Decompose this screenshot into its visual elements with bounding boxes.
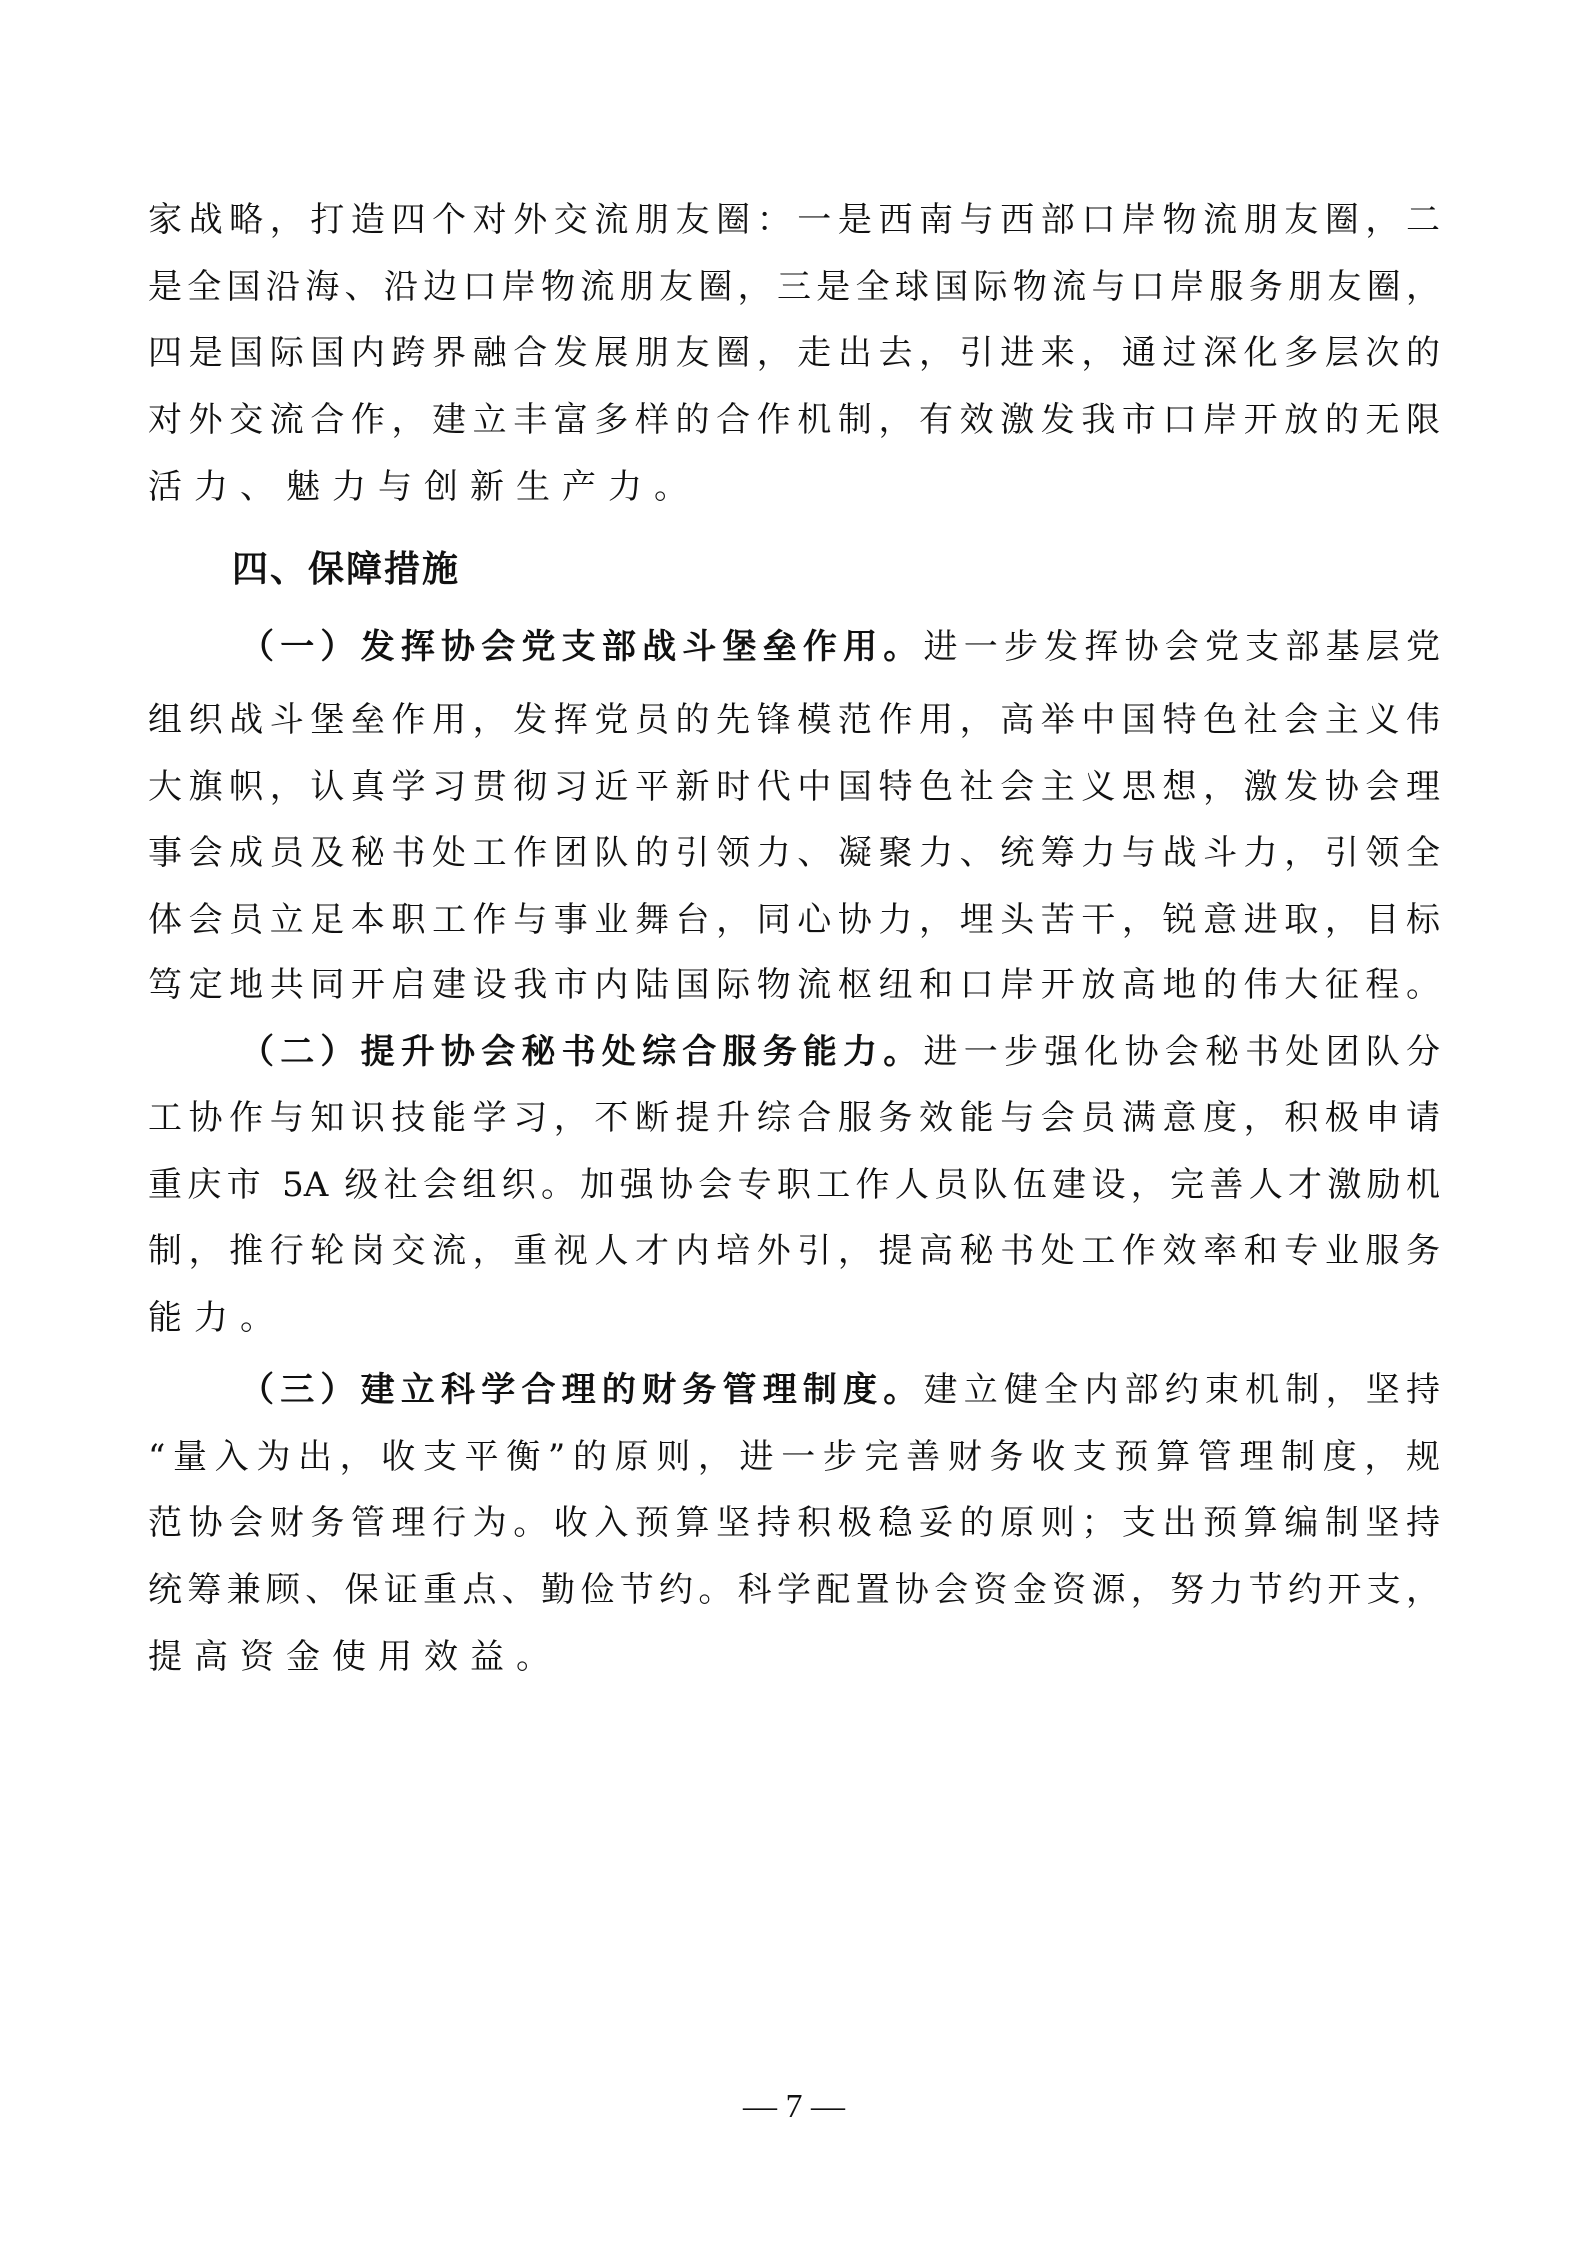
- paragraph-line: 提高资金使用效益。: [148, 1637, 562, 1677]
- page-number: — 7 —: [743, 2088, 845, 2125]
- paragraph-line: 四是国际国内跨界融合发展朋友圈，走出去，引进来，通过深化多层次的: [148, 333, 1440, 373]
- paragraph-line: 事会成员及秘书处工作团队的引领力、凝聚力、统筹力与战斗力，引领全: [148, 833, 1440, 873]
- item-text: 进一步发挥协会党支部基层党: [923, 627, 1441, 667]
- paragraph-line: 大旗帜，认真学习贯彻习近平新时代中国特色社会主义思想，激发协会理: [148, 767, 1440, 807]
- paragraph-line: 重庆市 5A 级社会组织。加强协会专职工作人员队伍建设，完善人才激励机: [148, 1165, 1440, 1205]
- item-title: （一）发挥协会党支部战斗堡垒作用。: [240, 627, 924, 667]
- paragraph-line: 活力、魅力与创新生产力。: [148, 467, 700, 507]
- item-first-line: [240, 624, 1440, 670]
- paragraph-line: 能力。: [148, 1298, 286, 1338]
- item-first-line: [240, 1367, 1440, 1413]
- paragraph-line: 家战略，打造四个对外交流朋友圈：一是西南与西部口岸物流朋友圈，二: [148, 200, 1440, 240]
- paragraph-line: 对外交流合作，建立丰富多样的合作机制，有效激发我市口岸开放的无限: [148, 400, 1440, 440]
- paragraph-line: 工协作与知识技能学习，不断提升综合服务效能与会员满意度，积极申请: [148, 1098, 1440, 1138]
- paragraph-line: “量入为出，收支平衡”的原则，进一步完善财务收支预算管理制度，规: [148, 1437, 1440, 1477]
- paragraph-line: 统筹兼顾、保证重点、勤俭节约。科学配置协会资金资源，努力节约开支，: [148, 1570, 1440, 1610]
- item-text: 建立健全内部约束机制，坚持: [923, 1370, 1441, 1410]
- paragraph-line: 是全国沿海、沿边口岸物流朋友圈，三是全球国际物流与口岸服务朋友圈，: [148, 267, 1440, 307]
- paragraph-line: 组织战斗堡垒作用，发挥党员的先锋模范作用，高举中国特色社会主义伟: [148, 700, 1440, 740]
- item-text: 进一步强化协会秘书处团队分: [923, 1032, 1441, 1072]
- item-title: （三）建立科学合理的财务管理制度。: [240, 1370, 924, 1410]
- paragraph-line: 体会员立足本职工作与事业舞台，同心协力，埋头苦干，锐意进取，目标: [148, 900, 1440, 940]
- item-title: （二）提升协会秘书处综合服务能力。: [240, 1032, 924, 1072]
- paragraph-line: 制，推行轮岗交流，重视人才内培外引，提高秘书处工作效率和专业服务: [148, 1231, 1440, 1271]
- paragraph-line: 笃定地共同开启建设我市内陆国际物流枢纽和口岸开放高地的伟大征程。: [148, 965, 1440, 1005]
- paragraph-line: 范协会财务管理行为。收入预算坚持积极稳妥的原则；支出预算编制坚持: [148, 1503, 1440, 1543]
- section-heading: 四、保障措施: [232, 549, 461, 590]
- item-first-line: [240, 1029, 1440, 1075]
